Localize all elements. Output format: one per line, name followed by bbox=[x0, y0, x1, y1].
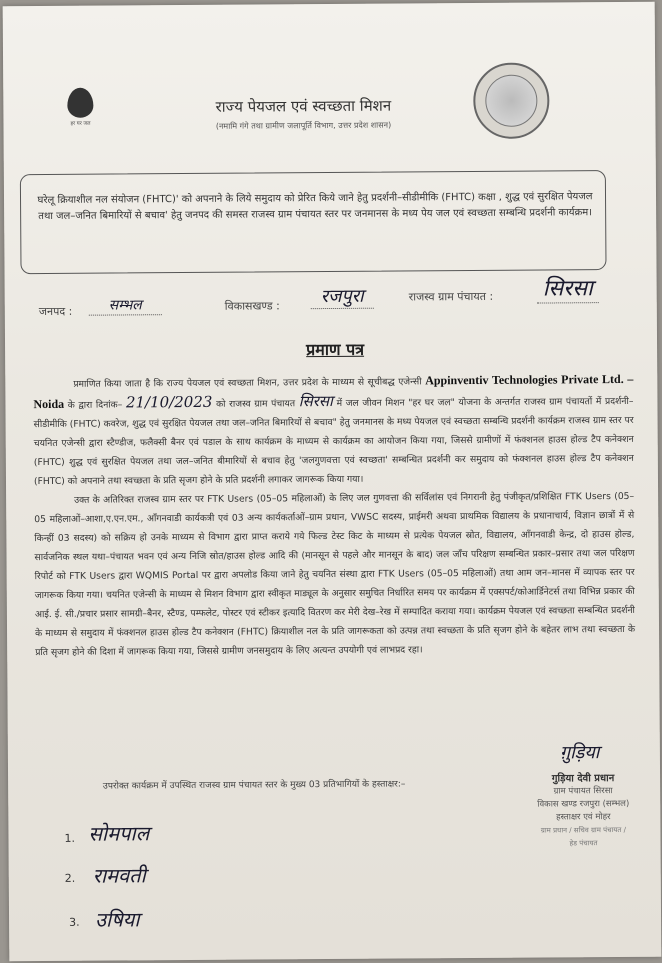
certificate-heading: प्रमाण पत्र bbox=[306, 339, 365, 360]
har-ghar-jal-logo bbox=[55, 88, 105, 158]
block-value: रजपुरा bbox=[320, 285, 364, 308]
mission-title: राज्य पेयजल एवं स्वच्छता मिशन bbox=[215, 96, 392, 116]
water-drop-icon bbox=[67, 88, 93, 118]
participant-number-1: 1. bbox=[64, 831, 76, 845]
block-field bbox=[311, 284, 374, 309]
village-name: सिरसा bbox=[298, 391, 333, 411]
panchayat-value: सिरसा bbox=[542, 276, 593, 302]
body-p1-d: में जल जीवन मिशन "हर घर जल" योजना के अन्तर्गत राजस्व ग्राम पंचायतों में प्रदर्शनी–सीडीमीकि (FHTC) कवरेज, शुद्ध एवं सुरक्षित पेयजल तथा जल–जनित बिमारियों से बचाव" हेतु जनमानस के मध्य पेयजल एवं स्वच्छता सम्बन्धि प्रदर्शनी कार्यक्रम राजस्व ग्राम स्तर पर चयनित एजेन्सी द्वारा स्टैण्डीज, फलैक्सी बैनर एवं पडाल के साथ कार्यक्रम के माध्यम से कार्यक्रम का आयोजन किया गया, जिससे ग्रामीणों में फंक्शनल हाउस होल्ड टैप कनेक्शन (FHTC) शुद्ध एवं सुरक्षित पेयजल तथा जल–जनित बीमारियों से बचाव हेतु 'जलगुणवत्ता एवं स्वच्छता' सम्बन्धित प्रदर्शनी कर समुदाय को फंक्शनल हाउस होल्ड टैप कनेक्शन (FHTC) को अपनाने तथा स्वच्छता के प्रति सृजग होने के प्रति प्रदर्शनी लगाकर जागरूक किया गया। bbox=[33, 395, 634, 488]
participant-signature-1: सोमपाल bbox=[88, 821, 150, 846]
certificate-page bbox=[3, 2, 662, 962]
district-field bbox=[89, 295, 162, 316]
pradhan-signature: ग़ुड़िया bbox=[559, 742, 600, 764]
seal-emblem-icon bbox=[485, 75, 537, 127]
body-paragraph-2: उक्त के अतिरिक्त राजस्व ग्राम स्तर पर FTK Users (05–05 महिलाओं) के लिए जल गुणवत्ता की सर्विलांस एवं निगरानी हेतु पंजीकृत/प्रशिक्षित FTK Users (05–05 महिलाओं–आशा,ए.एन.एम., आँगनवाडी कार्यकत्री एवं 03 अन्य कार्यकर्ताओं–ग्राम प्रधान, VWSC सदस्य, प्राईमरी अथवा प्राथमिक विद्यालय के प्रधानाचार्य, विज्ञान छात्रों में से किन्हीं 03 सदस्य) को सक्रिय हो उनके माध्यम से विभाग द्वारा प्राप्त कराये गये फिल्ड टेस्ट किट के माध्यम से प्रत्येक पेयजल स्रोत, विद्यालय, आँगनवाडी केन्द्र, दो हाउस होल्ड, सार्वजनिक स्थल यथा–पंचायत भवन एवं अन्य निजि स्रोत/हाउस होल्ड आदि की (मानसून से पहले और मानसून के बाद) जल जाँच परिक्षण सम्बन्धित प्रकार–प्रसार तथा जल परिक्षण रिपोर्ट को FTK Users द्वारा WQMIS Portal पर द्वारा अपलोड किया जाने हेतु चयनित संस्था द्वारा FTK Users (05–05 महिलाओं) तथा आम जन–मानस में व्यापक स्तर पर जागरूक किया गया। चयनित एजेन्सी के माध्यम से मिशन विभाग द्वारा स्वीकृत माड्यूल के अनुसार समुचित निर्धारित समय पर कार्यक्रम में एक्सपर्ट/कोआर्डिनेटर्स तथा विभिन्न प्रकार की आई. ई. सी./प्रचार प्रसार सामग्री–बैनर, स्टैण्ड, पम्फलेट, पोस्टर एवं स्टीकर इत्यादि वितरण कर मेरी देख–रेख में सम्पादित कराया गया। कार्यक्रम पेयजल एवं स्वच्छता सम्बन्धित प्रदर्शनी के माध्यम से समुदाय में फंक्शनल हाउस होल्ड टैप कनेक्शन (FHTC) क्रियाशील नल के प्रति जागरूकता को उत्पन्न तथा स्वच्छता के प्रति सृजग होने के बहेतर लाभ तथा स्वच्छता के प्रति सृजग होने की दिशा में जागरूक किया गया, जिससे ग्रामीण जनसमुदाय के लिए अत्यन्त उपयोगी एवं लाभप्रद रहा। bbox=[34, 490, 636, 659]
body-p1-a: प्रमाणित किया जाता है कि राज्य पेयजल एवं स्वच्छता मिशन, उत्तर प्रदेश के माध्यम से सूचीबद्ध एजेन्सी bbox=[73, 376, 422, 390]
panchayat-field bbox=[537, 272, 599, 303]
participants-signature-prompt: उपरोक्त कार्यक्रम में उपस्थित राजस्व ग्राम पंचायत स्तर के मुख्य 03 प्रतिभागियों के हस्ताक्षर:– bbox=[102, 779, 406, 792]
participant-signature-3: उषिया bbox=[94, 907, 140, 932]
block-label: विकासखण्ड : bbox=[224, 299, 280, 313]
district-label: जनपद : bbox=[38, 304, 73, 319]
stamp-line-4: हस्ताक्षर एवं मोहर bbox=[556, 812, 611, 823]
location-fields bbox=[38, 276, 639, 319]
stamp-line-3: विकास खण्ड रजपुरा (सम्भल) bbox=[537, 798, 630, 810]
body-paragraph-1 bbox=[33, 370, 634, 491]
body-p1-c: को राजस्व ग्राम पंचायत bbox=[216, 398, 296, 410]
stamp-line-2: ग्राम पंचायत सिरसा bbox=[553, 786, 613, 797]
stamp-line-6: हेड पंचायत bbox=[569, 839, 598, 848]
pradhan-stamp bbox=[508, 772, 659, 851]
participant-signature-2: रामवती bbox=[92, 863, 146, 888]
body-p1-b: के द्वारा दिनांक– bbox=[67, 399, 123, 411]
agency-name: Appinventiv Technologies Private Ltd. – Noida bbox=[33, 371, 634, 412]
up-government-seal-icon bbox=[473, 62, 550, 139]
certificate-body bbox=[33, 370, 635, 662]
mission-subtitle: (नमामि गंगे तथा ग्रामीण जलापूर्ति विभाग, उत्तर प्रदेश शासन) bbox=[215, 120, 392, 131]
panchayat-label: राजस्व ग्राम पंचायत : bbox=[408, 289, 494, 304]
program-description-box: घरेलू क्रियाशील नल संयोजन (FHTC)' को अपनाने के लिये समुदाय को प्रेरित किये जाने हेतु प्रदर्शनी–सीडीमीकि (FHTC) कक्षा , शुद्ध एवं सुरक्षित पेयजल तथा जल–जनित बिमारियों से बचाव' हेतु जनपद की समस्त राजस्व ग्राम पंचायत स्तर पर जनमानस के मध्य पेय जल एवं स्वच्छता सम्बन्धि प्रदर्शनी कार्यक्रम। bbox=[20, 170, 607, 274]
stamp-line-5: ग्राम प्रधान / सचिव ग्राम पंचायत / bbox=[540, 825, 627, 835]
stamp-line-1: गुड़िया देवी प्रधान bbox=[551, 773, 615, 785]
participant-number-3: 3. bbox=[69, 915, 80, 929]
logo-text: हर घर जल bbox=[70, 120, 91, 127]
participant-number-2: 2. bbox=[64, 871, 76, 885]
district-value: सम्भल bbox=[108, 297, 142, 314]
event-date: 21/10/2023 bbox=[125, 392, 213, 412]
